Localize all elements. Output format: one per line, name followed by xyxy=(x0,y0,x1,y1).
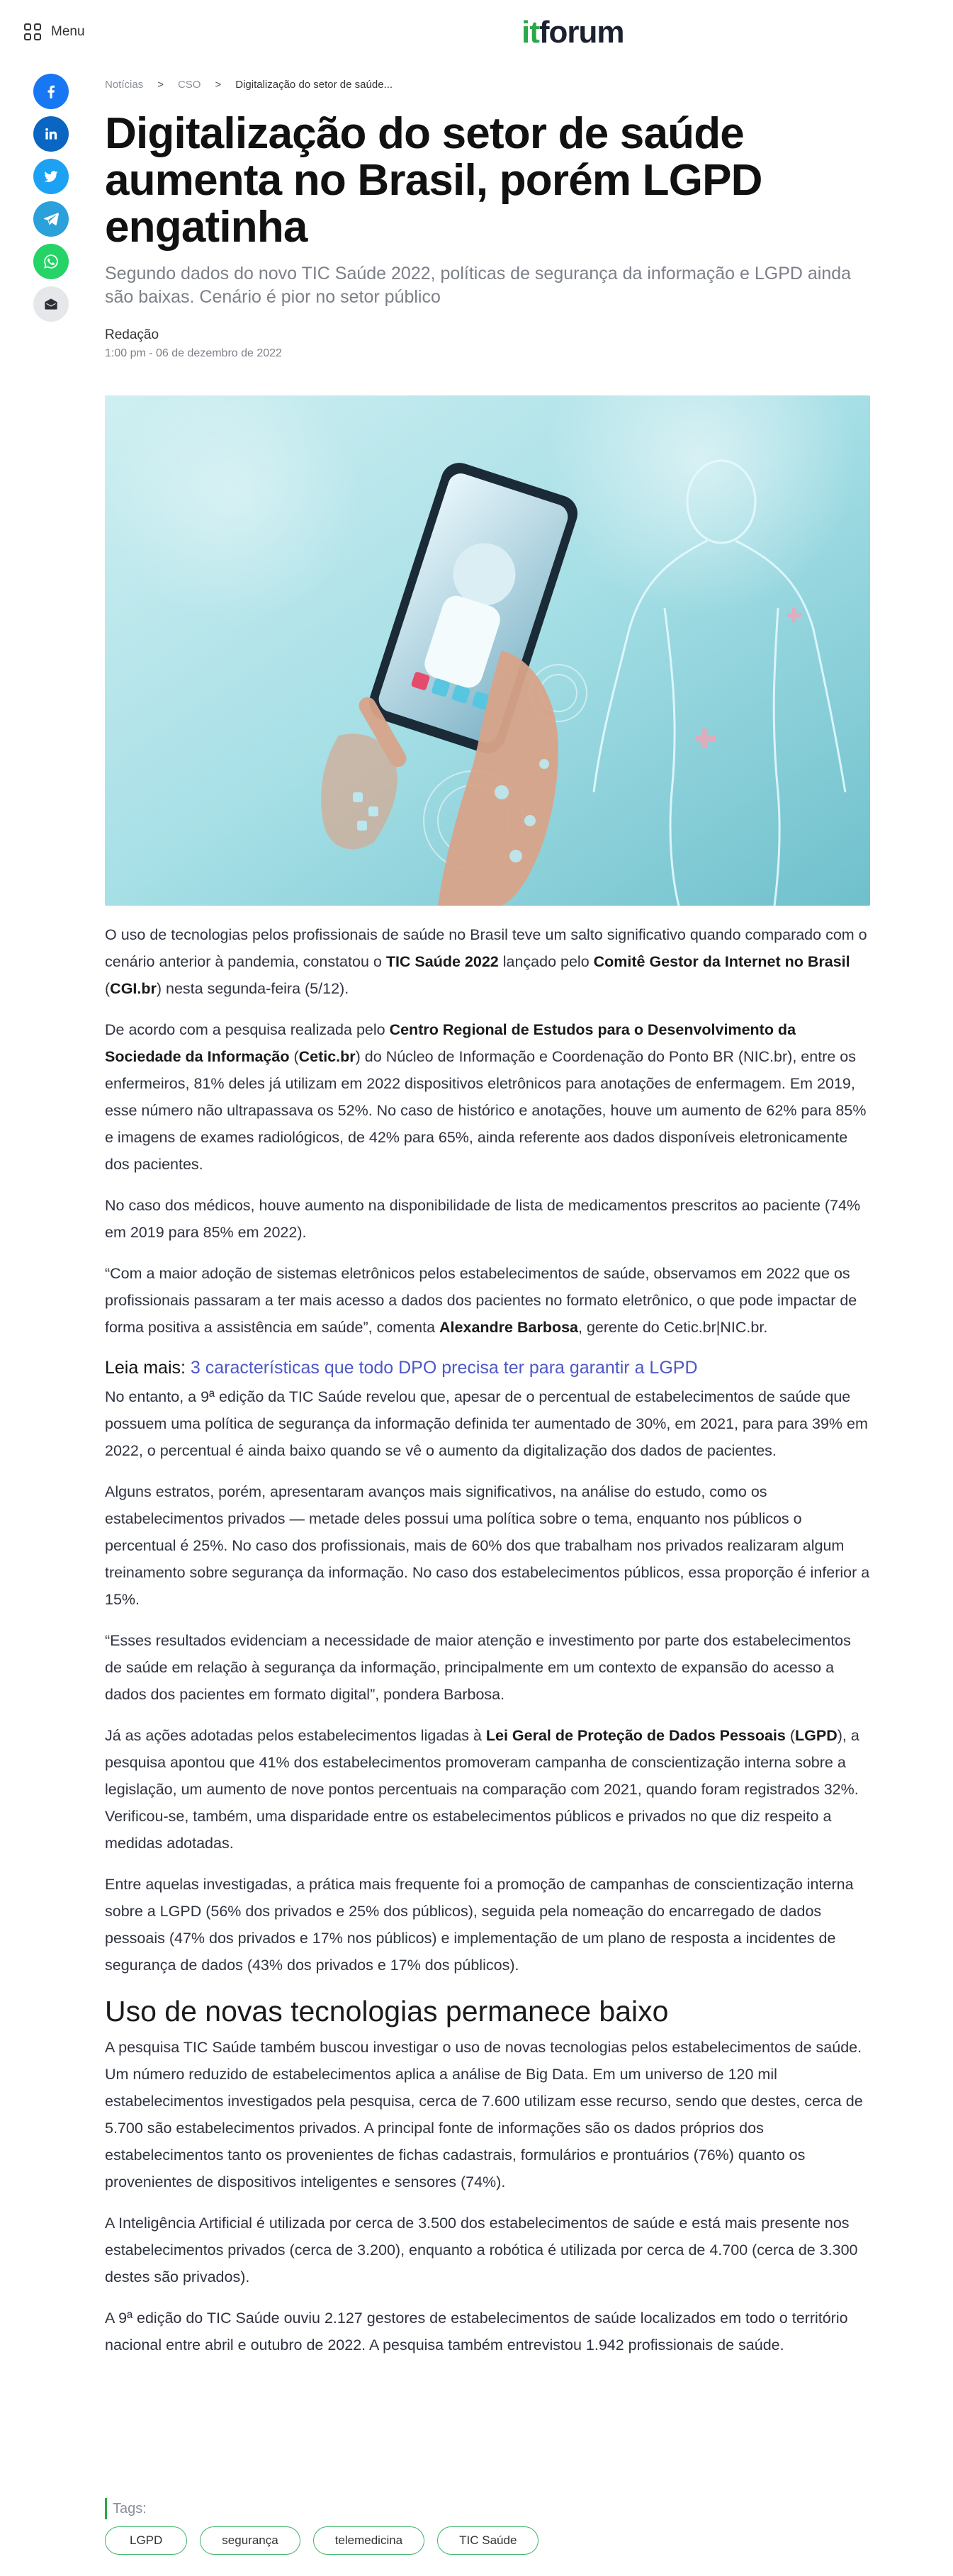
facebook-icon xyxy=(42,82,60,101)
tag-tic-saude[interactable]: TIC Saúde xyxy=(437,2526,538,2555)
paragraph: O uso de tecnologias pelos profissionais de saúde no Brasil teve um salto significativo quando comparado com o cenário anterior à pandemia, constatou o TIC Saúde 2022 lançado pelo Comitê Gestor da Internet no Brasil (CGI.br) nesta segunda-feira (5/12). xyxy=(105,926,867,997)
read-more: Leia mais: 3 características que todo DPO precisa ter para garantir a LGPD xyxy=(105,1358,698,1378)
email-icon xyxy=(42,295,60,313)
tags-section xyxy=(105,2498,870,2555)
breadcrumb-item-noticias[interactable]: Notícias xyxy=(105,78,144,91)
whatsapp-icon xyxy=(42,252,60,271)
menu-label: Menu xyxy=(51,24,85,39)
share-telegram-button[interactable] xyxy=(33,201,69,237)
article-subtitle: Segundo dados do novo TIC Saúde 2022, políticas de segurança da informação e LGPD ainda são baixas. Cenário é pior no setor público xyxy=(105,264,852,307)
paragraph: A 9ª edição do TIC Saúde ouviu 2.127 gestores de estabelecimentos de saúde localizados em todo o território nacional entre abril e outubro de 2022. A pesquisa também entrevistou 1.942 profissionais de saúde. xyxy=(105,2310,848,2353)
paragraph: De acordo com a pesquisa realizada pelo Centro Regional de Estudos para o Desenvolvimento da Sociedade da Informação (Cetic.br) do Núcleo de Informação e Coordenação do Ponto BR (NIC.br), entre os enfermeiros, 81% deles já utilizam em 2022 dispositivos eletrônicos para anotações de enfermagem. Em 2019, esse número não ultrapassava os 52%. No caso de histórico e anotações, houve um aumento de 62% para 85% e imagens de exames radiológicos, de 42% para 65%, ainda referente aos dados disponíveis eletronicamente dos pacientes. xyxy=(105,1021,867,1173)
quote-paragraph: “Com a maior adoção de sistemas eletrônicos pelos estabelecimentos de saúde, observamos em 2022 que os profissionais passaram a ter mais acesso a dados dos pacientes no formato eletrônico, o que pode impactar de forma positiva a assistência em saúde”, comenta Alexandre Barbosa, gerente do Cetic.br|NIC.br. xyxy=(105,1265,857,1336)
menu-grid-icon xyxy=(24,23,41,40)
tag-telemedicina[interactable]: telemedicina xyxy=(313,2526,424,2555)
linkedin-icon xyxy=(42,125,60,143)
paragraph: No caso dos médicos, houve aumento na disponibilidade de lista de medicamentos prescritos ao paciente (74% em 2019 para 85% em 2022). xyxy=(105,1197,861,1241)
article-author[interactable]: Redação xyxy=(105,327,159,342)
page-title: Digitalização do setor de saúde aumenta no Brasil, porém LGPD engatinha xyxy=(105,109,762,252)
tag-list xyxy=(105,2526,870,2555)
tags-label: Tags: xyxy=(105,2498,870,2519)
telegram-icon xyxy=(42,210,60,228)
share-email-button[interactable] xyxy=(33,286,69,322)
breadcrumb xyxy=(105,74,870,95)
paragraph: Entre aquelas investigadas, a prática mais frequente foi a promoção de campanhas de conscientização interna sobre a LGPD (56% dos privados e 25% dos públicos), seguida pela nomeação do encarregado de dados pessoais (47% dos privados e 17% nos públicos) e implementação de um plano de resposta a incidentes de segurança de dados (43% dos privados e 17% dos públicos). xyxy=(105,1876,854,1974)
share-facebook-button[interactable] xyxy=(33,74,69,109)
paragraph: Alguns estratos, porém, apresentaram avanços mais significativos, na análise do estudo, como os estabelecimentos privados — metade deles possui uma política sobre o tema, enquanto nos públicos o percentual é 25%. No caso dos profissionais, mais de 60% dos que trabalham nos privados realizaram algum treinamento sobre segurança da informação. No caso dos estabelecimentos públicos, essa proporção é inferior a 15%. xyxy=(105,1483,870,1608)
paragraph: Já as ações adotadas pelos estabelecimentos ligadas à Lei Geral de Proteção de Dados Pessoais (LGPD), a pesquisa apontou que 41% dos estabelecimentos promoveram campanha de conscientização interna sobre a legislação, um aumento de nove pontos percentuais na comparação com 2021, quando foram registrados 32%. Verificou-se, também, uma disparidade entre os estabelecimentos públicos e privados no que diz respeito a medidas adotadas. xyxy=(105,1727,859,1852)
quote-paragraph: “Esses resultados evidenciam a necessidade de maior atenção e investimento por parte dos estabelecimentos de saúde em relação à segurança da informação, principalmente em um contexto de expansão do acesso a dados dos pacientes em formato digital”, pondera Barbosa. xyxy=(105,1632,851,1703)
breadcrumb-item-cso[interactable]: CSO xyxy=(177,78,201,91)
breadcrumb-separator: > xyxy=(215,78,222,91)
site-header xyxy=(0,0,953,65)
breadcrumb-current: Digitalização do setor de saúde... xyxy=(235,78,393,91)
paragraph: A Inteligência Artificial é utilizada por cerca de 3.500 dos estabelecimentos de saúde e está mais presente nos estabelecimentos privados (cerca de 3.200), enquanto a robótica é utilizada por cerca de 4.700 (cerca de 3.300 destes são privados). xyxy=(105,2215,858,2285)
hero-illustration xyxy=(105,395,870,906)
tag-lgpd[interactable]: LGPD xyxy=(105,2526,187,2555)
article-body xyxy=(105,921,870,2358)
breadcrumb-separator: > xyxy=(157,78,164,91)
paragraph: A pesquisa TIC Saúde também buscou investigar o uso de novas tecnologias pelos estabelecimentos de saúde. Um número reduzido de estabelecimentos aplica a análise de Big Data. Em um universo de 120 mil estabelecimentos investigados pela pesquisa, cerca de 7.600 utilizam esse recurso, sendo que destes, cerca de 5.700 são estabelecimentos privados. A principal fonte de informações são os dados próprios dos estabelecimentos tanto os provenientes de fichas cadastrais, formulários e prontuários (76%) quanto os provenientes de dispositivos inteligentes e sensores (74%). xyxy=(105,2039,863,2190)
read-more-link[interactable]: 3 características que todo DPO precisa ter para garantir a LGPD xyxy=(190,1358,698,1378)
share-whatsapp-button[interactable] xyxy=(33,244,69,279)
menu-button[interactable] xyxy=(24,23,85,40)
article xyxy=(105,74,870,2373)
hero-image xyxy=(105,395,870,906)
paragraph: No entanto, a 9ª edição da TIC Saúde revelou que, apesar de o percentual de estabelecimentos de saúde que possuem uma política de segurança da informação definida ter aumentado de 30%, em 2021, para para 39% em 2022, o percentual é ainda baixo quando se vê o aumento da digitalização dos dados de pacientes. xyxy=(105,1388,868,1459)
article-date: 1:00 pm - 06 de dezembro de 2022 xyxy=(105,347,282,359)
itforum-logo[interactable]: itforum xyxy=(521,15,624,50)
twitter-icon xyxy=(42,167,60,186)
section-heading: Uso de novas tecnologias permanece baixo xyxy=(105,1995,669,2027)
tag-seguranca[interactable]: segurança xyxy=(200,2526,300,2555)
share-bar xyxy=(33,74,69,322)
share-linkedin-button[interactable] xyxy=(33,116,69,152)
share-twitter-button[interactable] xyxy=(33,159,69,194)
